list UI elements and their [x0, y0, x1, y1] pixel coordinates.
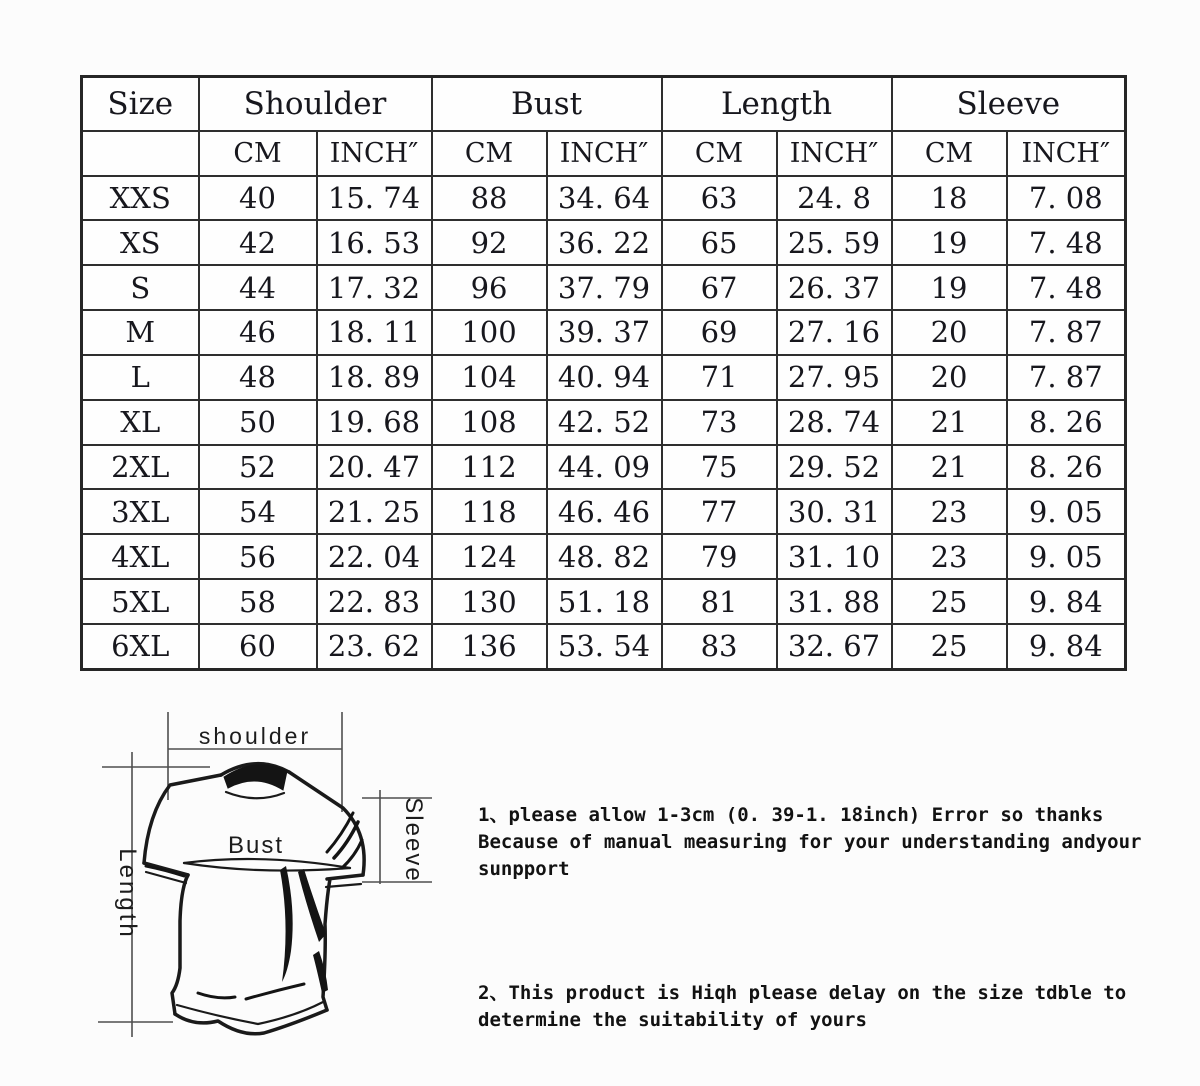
cell-shoulder-cm: 52 [199, 445, 317, 490]
table-row-4xl [82, 534, 1126, 579]
cell-bust-inch: 40. 94 [547, 355, 662, 400]
cell-length-inch: 28. 74 [777, 400, 892, 445]
note-2-line-1: 2、This product is Hiqh please delay on the size tdble to [478, 982, 1127, 1004]
cell-bust-inch: 34. 64 [547, 176, 662, 221]
cell-shoulder-cm: 50 [199, 400, 317, 445]
note-2 [478, 980, 1168, 1034]
cell-size: 4XL [82, 534, 199, 579]
unit-empty [82, 131, 199, 176]
unit-bust-cm: CM [432, 131, 547, 176]
cell-sleeve-cm: 25 [892, 579, 1007, 624]
cell-length-inch: 30. 31 [777, 489, 892, 534]
cell-length-cm: 65 [662, 220, 777, 265]
table-row-2xl [82, 445, 1126, 490]
cell-length-cm: 71 [662, 355, 777, 400]
cell-length-cm: 79 [662, 534, 777, 579]
cell-length-inch: 27. 16 [777, 310, 892, 355]
bust-label: Bust [227, 832, 285, 859]
cell-shoulder-inch: 20. 47 [317, 445, 432, 490]
cell-length-inch: 31. 10 [777, 534, 892, 579]
header-shoulder: Shoulder [199, 77, 432, 131]
cell-size: XS [82, 220, 199, 265]
cell-shoulder-inch: 15. 74 [317, 176, 432, 221]
note-1-line-3: sunpport [478, 858, 570, 880]
table-row-m [82, 310, 1126, 355]
tshirt-sketch-details [146, 792, 361, 1024]
cell-length-inch: 32. 67 [777, 624, 892, 670]
cell-length-cm: 73 [662, 400, 777, 445]
cell-sleeve-inch: 9. 05 [1007, 534, 1126, 579]
cell-shoulder-cm: 46 [199, 310, 317, 355]
cell-bust-cm: 136 [432, 624, 547, 670]
cell-sleeve-cm: 23 [892, 534, 1007, 579]
unit-length-cm: CM [662, 131, 777, 176]
cell-size: 2XL [82, 445, 199, 490]
cell-bust-inch: 46. 46 [547, 489, 662, 534]
cell-shoulder-inch: 22. 83 [317, 579, 432, 624]
cell-bust-inch: 53. 54 [547, 624, 662, 670]
cell-sleeve-cm: 23 [892, 489, 1007, 534]
cell-sleeve-inch: 7. 48 [1007, 220, 1126, 265]
cell-shoulder-inch: 21. 25 [317, 489, 432, 534]
cell-length-inch: 29. 52 [777, 445, 892, 490]
note-1 [478, 802, 1168, 883]
cell-length-cm: 63 [662, 176, 777, 221]
tshirt-measurement-diagram [76, 696, 436, 1086]
cell-bust-cm: 96 [432, 265, 547, 310]
cell-size: M [82, 310, 199, 355]
cell-shoulder-cm: 56 [199, 534, 317, 579]
size-chart [80, 75, 1127, 671]
header-length: Length [662, 77, 892, 131]
cell-shoulder-cm: 54 [199, 489, 317, 534]
cell-bust-inch: 36. 22 [547, 220, 662, 265]
cell-shoulder-inch: 22. 04 [317, 534, 432, 579]
cell-size: S [82, 265, 199, 310]
cell-shoulder-cm: 60 [199, 624, 317, 670]
cell-shoulder-inch: 16. 53 [317, 220, 432, 265]
cell-shoulder-inch: 18. 11 [317, 310, 432, 355]
unit-shoulder-cm: CM [199, 131, 317, 176]
cell-sleeve-cm: 21 [892, 400, 1007, 445]
cell-length-inch: 25. 59 [777, 220, 892, 265]
cell-length-cm: 67 [662, 265, 777, 310]
cell-sleeve-inch: 9. 84 [1007, 624, 1126, 670]
cell-bust-inch: 39. 37 [547, 310, 662, 355]
cell-shoulder-cm: 42 [199, 220, 317, 265]
table-row-xxs [82, 176, 1126, 221]
cell-length-cm: 75 [662, 445, 777, 490]
cell-sleeve-inch: 8. 26 [1007, 400, 1126, 445]
cell-shoulder-inch: 18. 89 [317, 355, 432, 400]
table-row-xs [82, 220, 1126, 265]
cell-sleeve-inch: 9. 84 [1007, 579, 1126, 624]
cell-bust-inch: 48. 82 [547, 534, 662, 579]
cell-sleeve-inch: 7. 08 [1007, 176, 1126, 221]
cell-sleeve-cm: 18 [892, 176, 1007, 221]
cell-length-cm: 69 [662, 310, 777, 355]
cell-length-cm: 81 [662, 579, 777, 624]
unit-bust-inch: INCH″ [547, 131, 662, 176]
header-sleeve: Sleeve [892, 77, 1126, 131]
cell-sleeve-inch: 7. 48 [1007, 265, 1126, 310]
cell-shoulder-inch: 17. 32 [317, 265, 432, 310]
unit-sleeve-inch: INCH″ [1007, 131, 1126, 176]
table-row-l [82, 355, 1126, 400]
cell-sleeve-inch: 7. 87 [1007, 355, 1126, 400]
table-row-3xl [82, 489, 1126, 534]
unit-length-inch: INCH″ [777, 131, 892, 176]
cell-bust-cm: 130 [432, 579, 547, 624]
cell-bust-inch: 44. 09 [547, 445, 662, 490]
cell-size: L [82, 355, 199, 400]
cell-size: 6XL [82, 624, 199, 670]
cell-bust-cm: 104 [432, 355, 547, 400]
cell-shoulder-cm: 44 [199, 265, 317, 310]
note-1-line-2: Because of manual measuring for your understanding andyour [478, 831, 1142, 853]
header-bust: Bust [432, 77, 662, 131]
cell-bust-cm: 118 [432, 489, 547, 534]
cell-sleeve-cm: 19 [892, 265, 1007, 310]
tshirt-sketch [144, 764, 364, 1034]
length-label: Length [114, 848, 141, 940]
measurement-lines [98, 712, 432, 1037]
note-1-line-1: 1、please allow 1-3cm (0. 39-1. 18inch) Error so thanks [478, 804, 1104, 826]
cell-sleeve-cm: 20 [892, 310, 1007, 355]
table-row-5xl [82, 579, 1126, 624]
cell-sleeve-cm: 25 [892, 624, 1007, 670]
cell-shoulder-cm: 48 [199, 355, 317, 400]
cell-length-inch: 27. 95 [777, 355, 892, 400]
unit-shoulder-inch: INCH″ [317, 131, 432, 176]
cell-bust-cm: 112 [432, 445, 547, 490]
cell-sleeve-inch: 8. 26 [1007, 445, 1126, 490]
table-row-s [82, 265, 1126, 310]
cell-length-inch: 26. 37 [777, 265, 892, 310]
cell-bust-cm: 124 [432, 534, 547, 579]
cell-bust-cm: 88 [432, 176, 547, 221]
cell-bust-cm: 108 [432, 400, 547, 445]
cell-sleeve-cm: 20 [892, 355, 1007, 400]
cell-shoulder-cm: 58 [199, 579, 317, 624]
table-row-6xl [82, 624, 1126, 670]
cell-length-inch: 31. 88 [777, 579, 892, 624]
cell-length-cm: 77 [662, 489, 777, 534]
size-chart-table [80, 75, 1127, 671]
cell-sleeve-inch: 9. 05 [1007, 489, 1126, 534]
cell-sleeve-inch: 7. 87 [1007, 310, 1126, 355]
cell-size: 3XL [82, 489, 199, 534]
header-size: Size [82, 77, 199, 131]
shoulder-label: shoulder [198, 723, 312, 749]
cell-shoulder-inch: 19. 68 [317, 400, 432, 445]
cell-sleeve-cm: 19 [892, 220, 1007, 265]
cell-length-cm: 83 [662, 624, 777, 670]
cell-bust-inch: 37. 79 [547, 265, 662, 310]
cell-bust-cm: 92 [432, 220, 547, 265]
cell-sleeve-cm: 21 [892, 445, 1007, 490]
cell-length-inch: 24. 8 [777, 176, 892, 221]
cell-bust-inch: 42. 52 [547, 400, 662, 445]
cell-size: 5XL [82, 579, 199, 624]
table-row-xl [82, 400, 1126, 445]
cell-size: XL [82, 400, 199, 445]
fold-shading [280, 866, 328, 993]
cell-bust-cm: 100 [432, 310, 547, 355]
cell-shoulder-inch: 23. 62 [317, 624, 432, 670]
cell-shoulder-cm: 40 [199, 176, 317, 221]
unit-sleeve-cm: CM [892, 131, 1007, 176]
sleeve-label: Sleeve [400, 797, 427, 883]
note-2-line-2: determine the suitability of yours [478, 1009, 867, 1031]
cell-bust-inch: 51. 18 [547, 579, 662, 624]
cell-size: XXS [82, 176, 199, 221]
